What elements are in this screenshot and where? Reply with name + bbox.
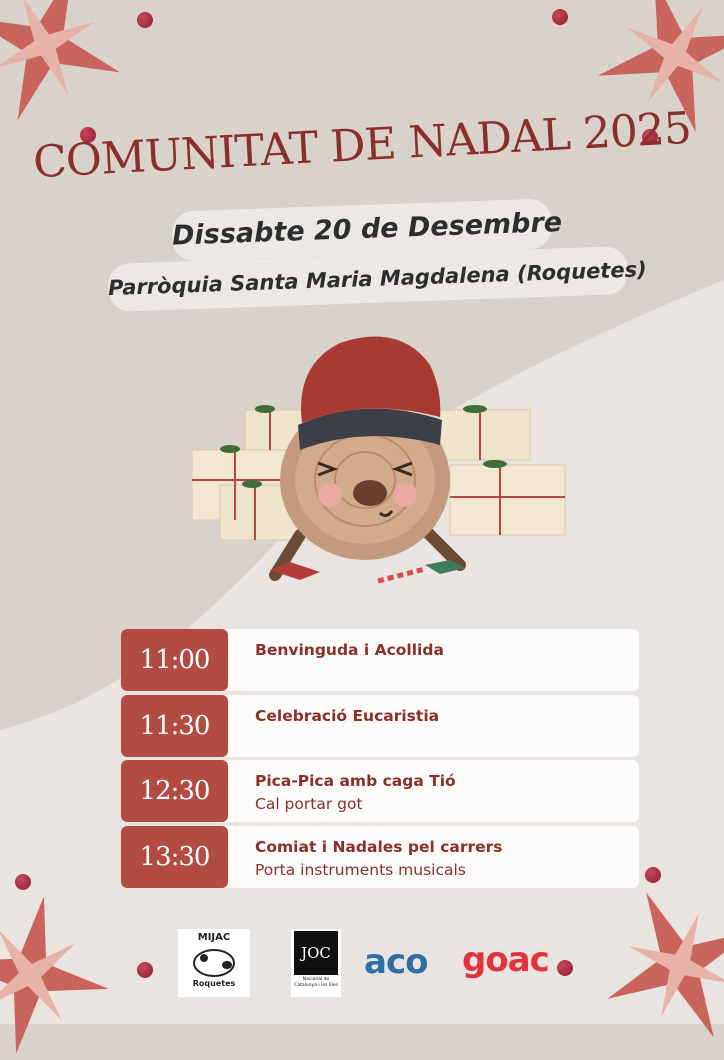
bead-decoration xyxy=(557,960,573,976)
schedule-subtitle: Cal portar got xyxy=(255,795,363,813)
schedule-time: 11:30 xyxy=(121,695,228,757)
tio-log-illustration-icon xyxy=(190,325,580,595)
star-decoration-icon xyxy=(0,890,115,1060)
event-date: Dissabte 20 de Desembre xyxy=(171,198,553,261)
schedule-time: 11:00 xyxy=(121,629,228,691)
event-place: Parròquia Santa Maria Magdalena (Roquetes) xyxy=(107,246,628,312)
schedule-title: Comiat i Nadales pel carrers xyxy=(255,837,503,856)
schedule-row xyxy=(121,826,639,888)
schedule-row xyxy=(121,760,639,822)
star-decoration-icon xyxy=(0,0,130,130)
bead-decoration xyxy=(15,874,31,890)
schedule-title: Celebració Eucaristia xyxy=(255,706,440,725)
joc-logo: JOC Nacional de Catalunya i les Illes xyxy=(291,929,341,997)
schedule-time: 13:30 xyxy=(121,826,228,888)
aco-logo: aco xyxy=(364,942,428,982)
schedule-title: Benvinguda i Acollida xyxy=(255,641,444,659)
bead-decoration xyxy=(645,867,661,883)
schedule-title: Pica-Pica amb caga Tió xyxy=(255,772,456,790)
schedule-time: 12:30 xyxy=(121,760,228,822)
page-title: COMUNITAT DE NADAL 2025 xyxy=(31,102,693,189)
star-decoration-icon xyxy=(595,880,724,1050)
bead-decoration xyxy=(137,12,153,28)
bead-decoration xyxy=(552,9,568,25)
schedule-subtitle: Porta instruments musicals xyxy=(255,860,466,879)
schedule-list xyxy=(121,629,639,891)
goac-logo: goac xyxy=(462,940,549,980)
mijac-logo: MIJAC Roquetes xyxy=(178,929,250,997)
pig-icon xyxy=(189,943,239,979)
bead-decoration xyxy=(137,962,153,978)
schedule-row xyxy=(121,629,639,691)
schedule-row xyxy=(121,695,639,757)
